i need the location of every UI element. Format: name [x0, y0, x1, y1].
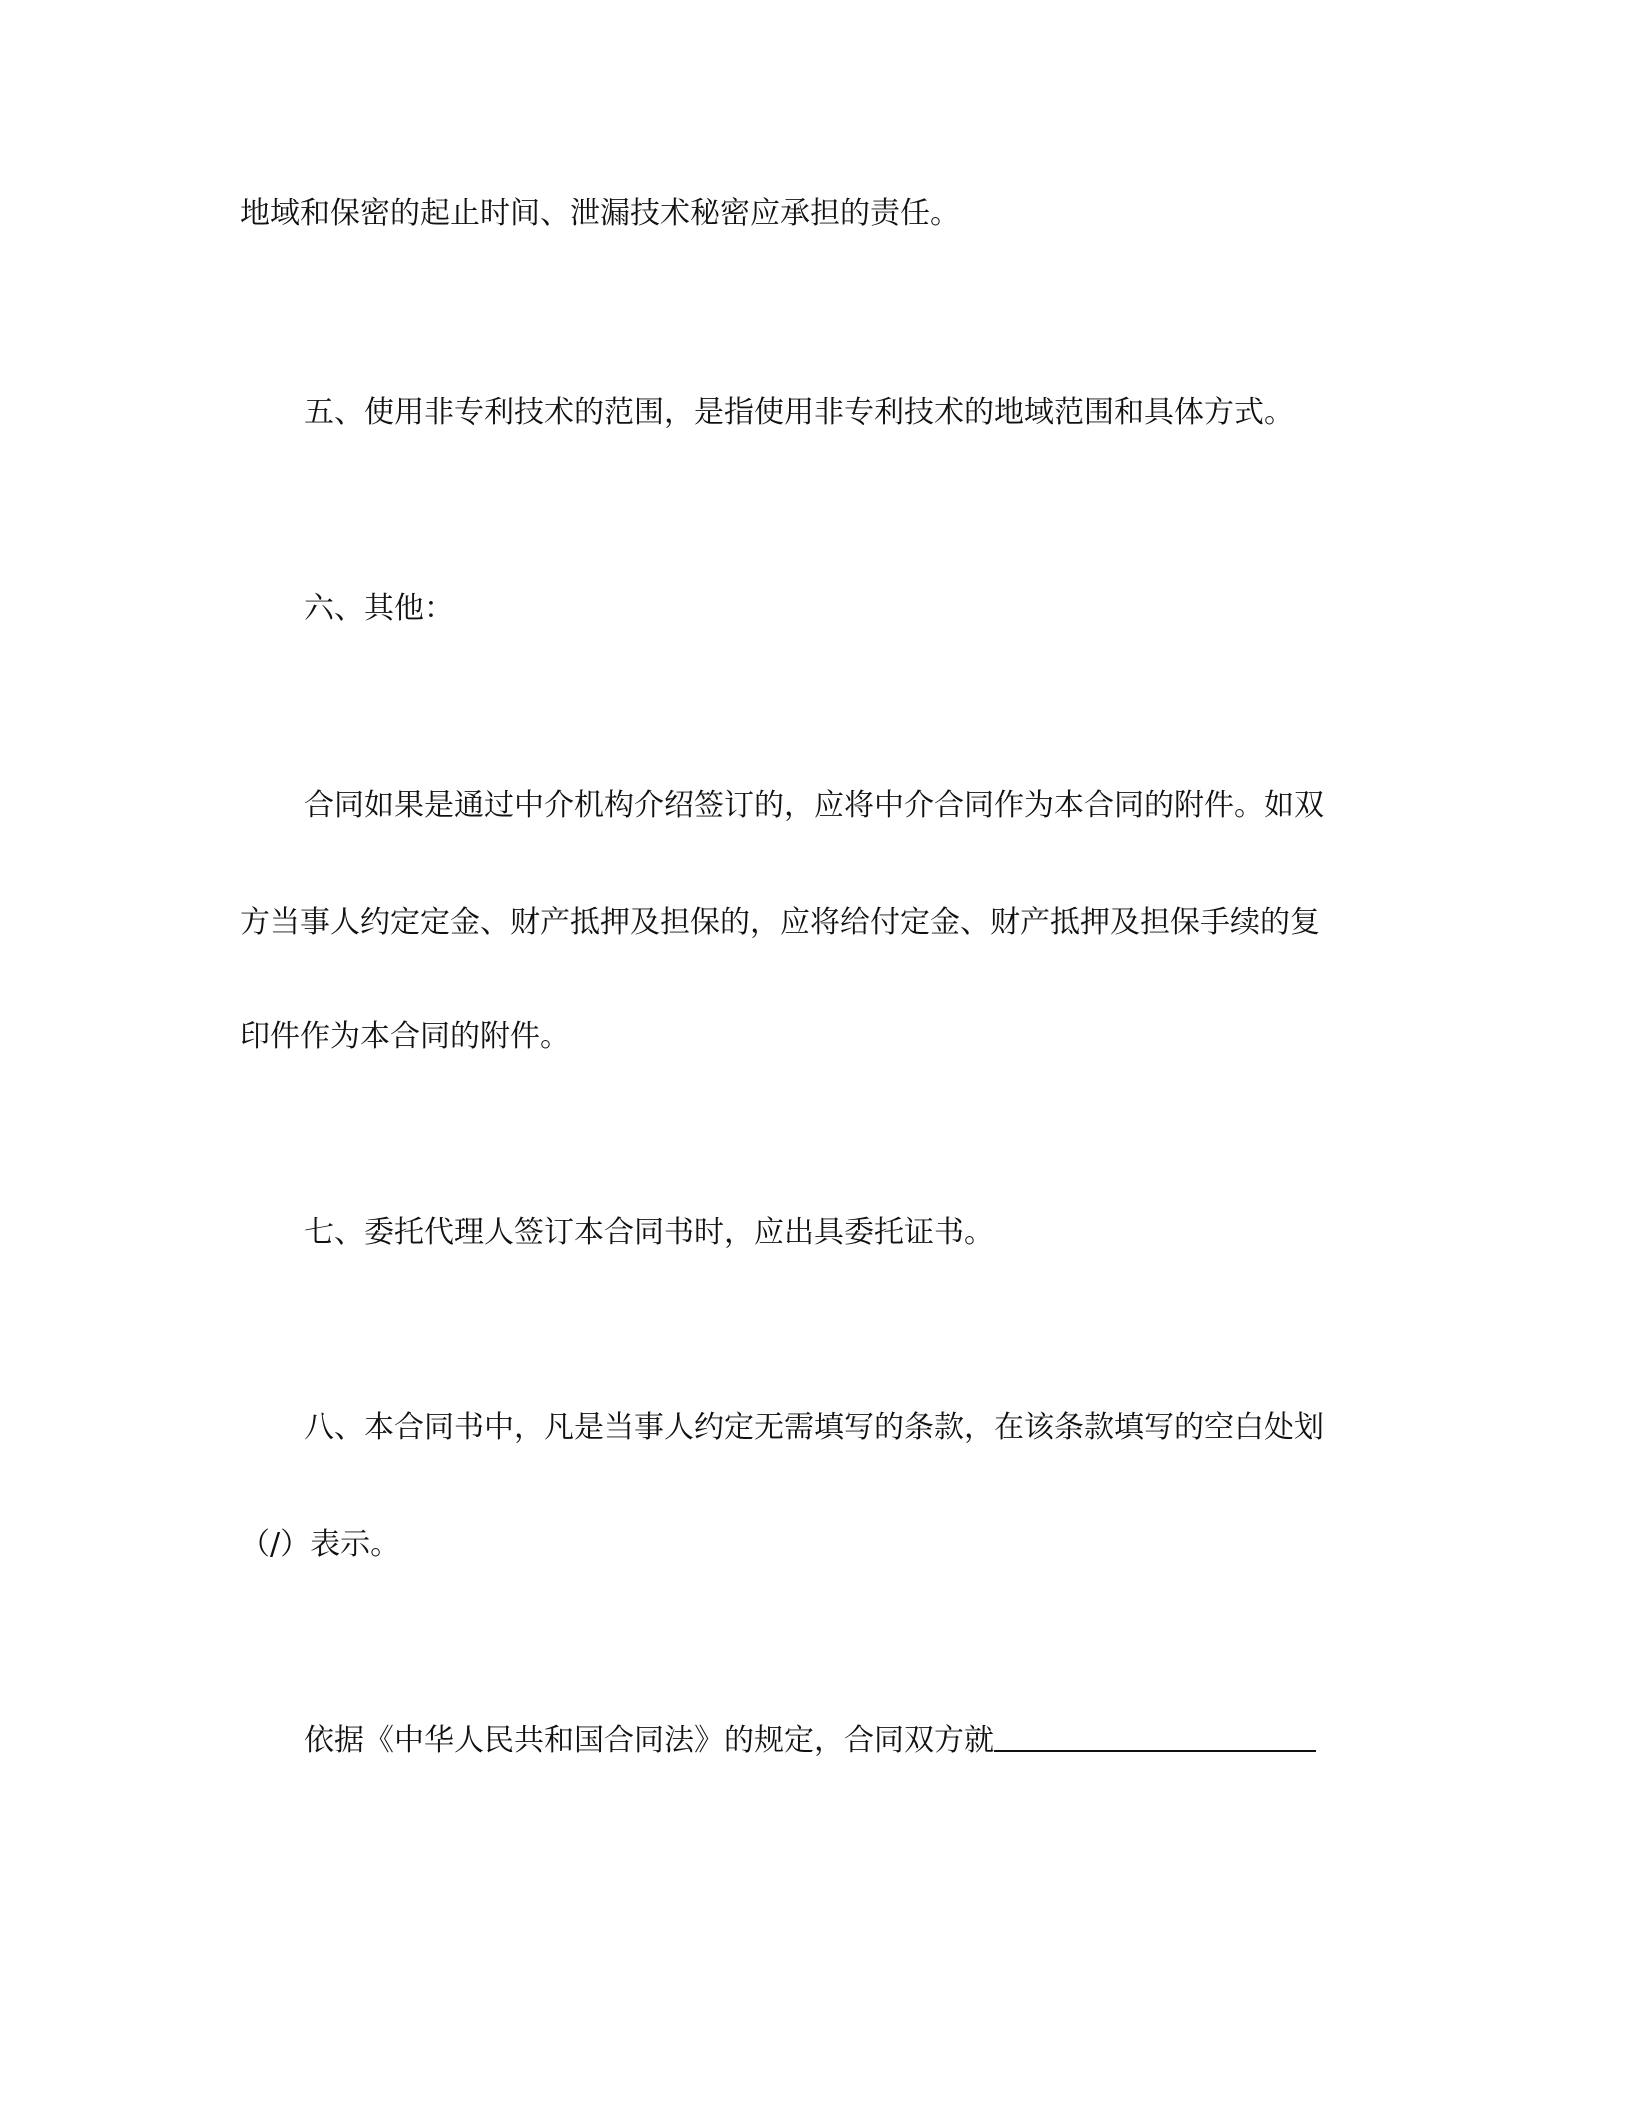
paragraph-line: 地域和保密的起止时间、泄漏技术秘密应承担的责任。	[240, 196, 960, 231]
paragraph-line: 方当事人约定定金、财产抵押及担保的，应将给付定金、财产抵押及担保手续的复	[240, 905, 1320, 940]
contract-basis-line	[304, 1718, 1400, 1764]
clause-seven: 七、委托代理人签订本合同书时，应出具委托证书。	[304, 1215, 994, 1250]
paragraph-line: 印件作为本合同的附件。	[240, 1019, 570, 1054]
paragraph-line: 合同如果是通过中介机构介绍签订的，应将中介合同作为本合同的附件。如双	[304, 788, 1324, 823]
clause-six-heading: 六、其他：	[304, 591, 454, 626]
contract-basis-text: 依据《中华人民共和国合同法》的规定，合同双方就	[304, 1723, 994, 1758]
paragraph-line: （/）表示。	[240, 1527, 401, 1562]
fill-in-blank	[994, 1720, 1316, 1752]
clause-five: 五、使用非专利技术的范围，是指使用非专利技术的地域范围和具体方式。	[304, 395, 1294, 430]
clause-eight: 八、本合同书中，凡是当事人约定无需填写的条款，在该条款填写的空白处划	[304, 1410, 1324, 1445]
